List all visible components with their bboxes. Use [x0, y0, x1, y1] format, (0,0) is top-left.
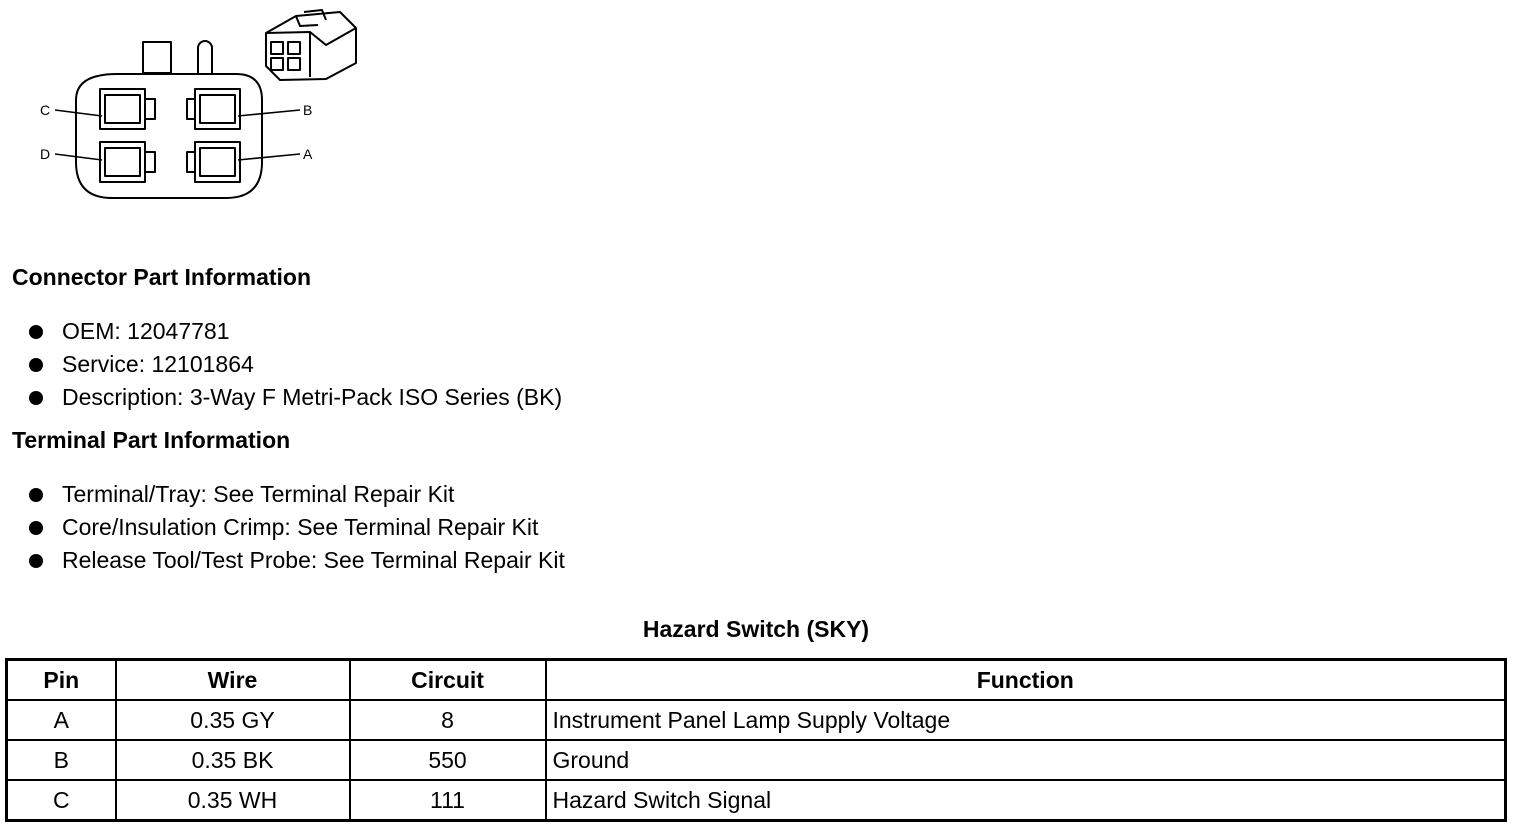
header-pin: Pin	[7, 660, 116, 701]
bullet-dot-icon	[29, 391, 43, 405]
cell-circuit: 111	[350, 780, 546, 821]
list-item: Description: 3-Way F Metri-Pack ISO Series (BK)	[0, 381, 562, 414]
cell-circuit: 8	[350, 700, 546, 740]
cell-circuit: 550	[350, 740, 546, 780]
cell-pin: B	[7, 740, 116, 780]
connector-part-info-list	[0, 315, 562, 414]
table-row	[7, 780, 1506, 821]
connector-part-info-heading: Connector Part Information	[12, 264, 312, 290]
connector-isometric-icon	[266, 10, 356, 80]
pin-label-c: C	[40, 102, 51, 118]
bullet-dot-icon	[29, 554, 43, 568]
table-row	[7, 700, 1506, 740]
terminal-part-info-list	[0, 478, 565, 577]
cell-function: Ground	[546, 740, 1506, 780]
bullet-dot-icon	[29, 488, 43, 502]
list-item: OEM: 12047781	[0, 315, 562, 348]
cell-wire: 0.35 GY	[116, 700, 350, 740]
connector-lock-tab	[143, 42, 171, 73]
pin-table-title: Hazard Switch (SKY)	[642, 616, 870, 642]
list-item: Terminal/Tray: See Terminal Repair Kit	[0, 478, 565, 511]
header-function: Function	[546, 660, 1506, 701]
list-item: Release Tool/Test Probe: See Terminal Repair Kit	[0, 544, 565, 577]
table-header-row	[7, 660, 1506, 701]
list-item: Service: 12101864	[0, 348, 562, 381]
header-circuit: Circuit	[350, 660, 546, 701]
cell-function: Instrument Panel Lamp Supply Voltage	[546, 700, 1506, 740]
cell-wire: 0.35 BK	[116, 740, 350, 780]
pin-label-a: A	[303, 146, 313, 162]
terminal-part-info-heading: Terminal Part Information	[12, 427, 291, 453]
connector-key-post	[198, 41, 212, 73]
cell-pin: A	[7, 700, 116, 740]
connector-body-outline	[76, 74, 262, 198]
pin-label-b: B	[303, 102, 313, 118]
cell-pin: C	[7, 780, 116, 821]
bullet-dot-icon	[29, 521, 43, 535]
bullet-dot-icon	[29, 358, 43, 372]
bullet-dot-icon	[29, 325, 43, 339]
pin-label-d: D	[40, 146, 51, 162]
list-item: Core/Insulation Crimp: See Terminal Repair Kit	[0, 511, 565, 544]
header-wire: Wire	[116, 660, 350, 701]
connector-face-diagram	[0, 0, 380, 210]
table-row	[7, 740, 1506, 780]
pin-table	[5, 658, 1507, 822]
cell-wire: 0.35 WH	[116, 780, 350, 821]
cell-function: Hazard Switch Signal	[546, 780, 1506, 821]
